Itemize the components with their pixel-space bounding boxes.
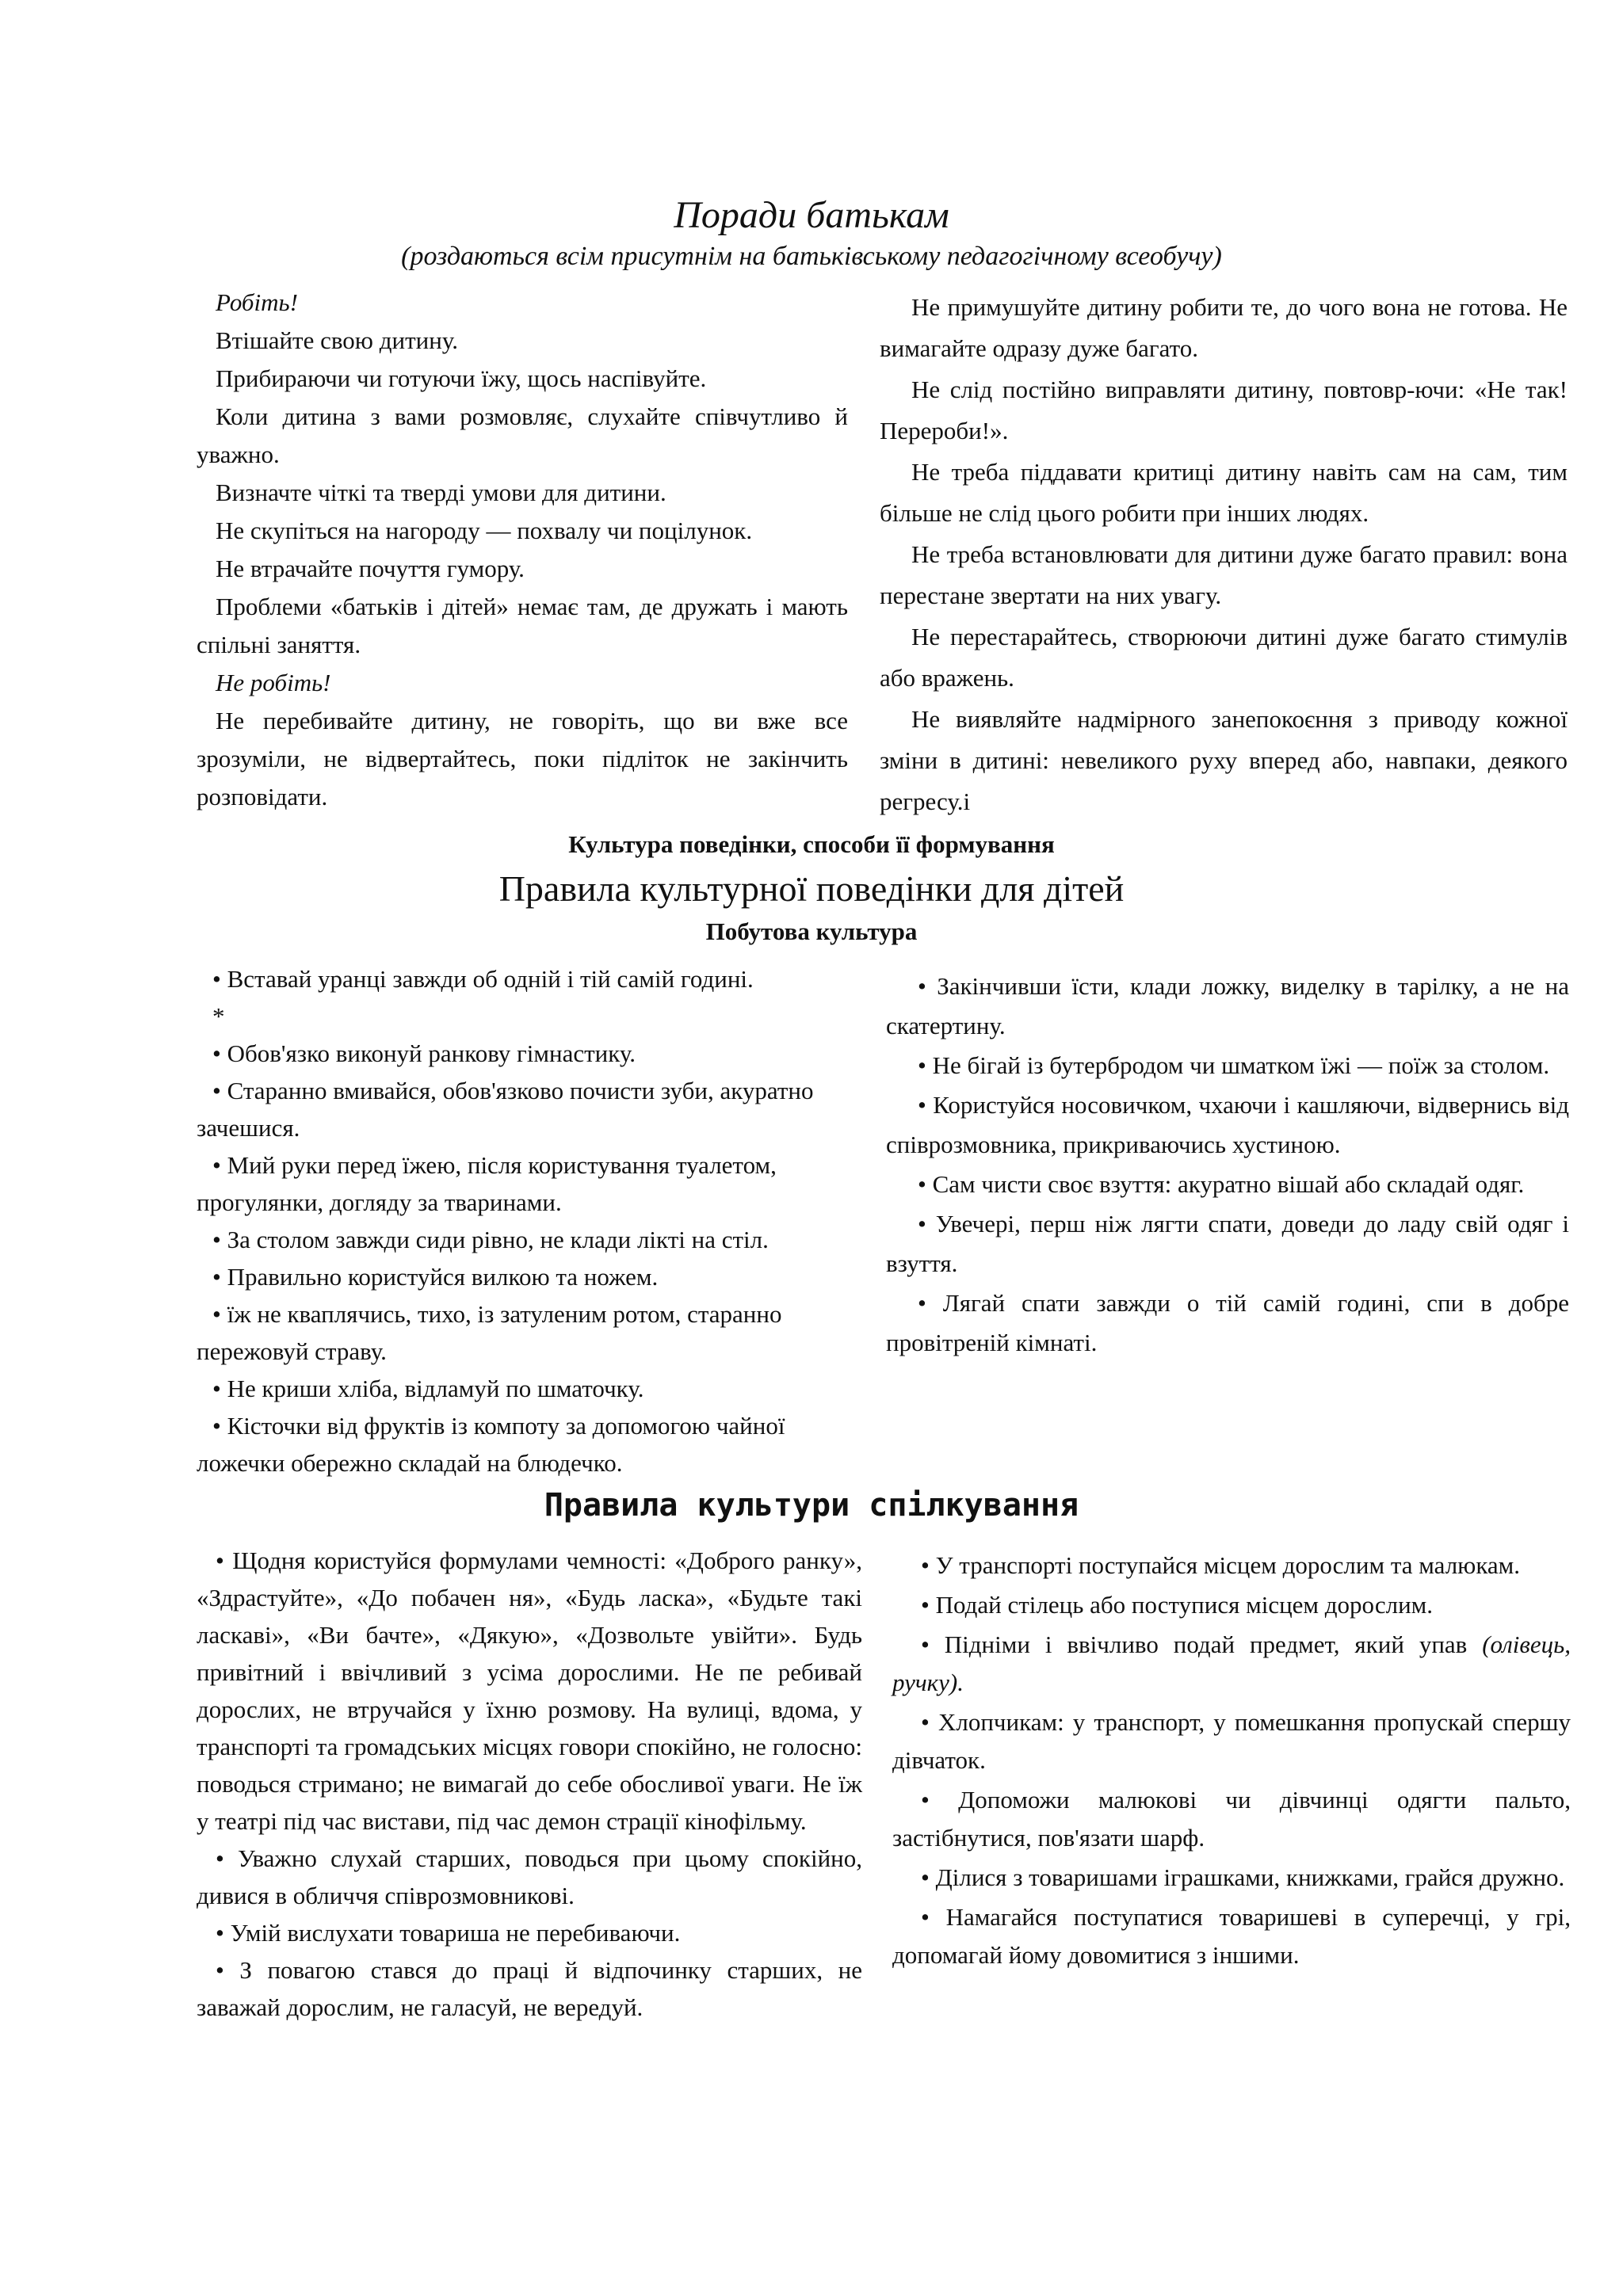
do-item: Втішайте свою дитину. bbox=[216, 326, 458, 354]
list-item: • Старанно вмивайся, обов'язково почисти зуби, акуратно зачешися. bbox=[197, 1077, 814, 1142]
page-title: Поради батькам bbox=[674, 194, 949, 236]
dont-heading: Не робіть! bbox=[216, 669, 331, 696]
do-item: Не скупіться на нагороду — похвалу чи поцілунок. bbox=[216, 517, 753, 544]
list-item: • Допоможи малюкові чи дівчинці одягти пальто, застібнутися, пов'язати шарф. bbox=[892, 1786, 1571, 1852]
dont-item: Не примушуйте дитину робити те, до чого вона не готова. Не вимагайте одразу дуже багато. bbox=[880, 293, 1568, 362]
list-item bbox=[892, 1626, 1571, 1702]
list-item: • Ділися з товаришами іграшками, книжками, грайся дружно. bbox=[921, 1863, 1565, 1891]
list-item: • Щодня користуйся формулами чемності: «Доброго ранку», «Здрастуйте», «До побачен ня», «Будь ласка», «Будьте такі ласкаві», «Ви бачте», «Дякую», «Дозвольте увійти». Будь привітний і ввічливий з усіма дорослими. Не пе ребивай дорослих, не втручайся у їхню розмову. На вулиці, вдома, у транспорті та громадських місцях говори спокійно, не голосно: поводься стримано; не вимагай до себе обосливої уваги. Не їж у театрі під час вистави, під час демон страції кінофільму. bbox=[197, 1547, 862, 1835]
list-item: • За столом завжди сиди рівно, не клади лікті на стіл. bbox=[212, 1226, 769, 1253]
dont-item: Не треба піддавати критиці дитину навіть сам на сам, тим більше не слід цього робити при інших людях. bbox=[880, 458, 1568, 527]
dont-item: Не виявляйте надмірного занепокоєння з приводу кожної зміни в дитині: невеликого руху вперед або, навпаки, деякого регресу.і bbox=[880, 705, 1568, 815]
list-item: • Кісточки від фруктів із компоту за допомогою чайної ложечки обережно складай на блюдечко. bbox=[197, 1412, 785, 1477]
culture-title: Правила культурної поведінки для дітей bbox=[498, 868, 1125, 909]
do-item: Не втрачайте почуття гумору. bbox=[216, 555, 525, 582]
list-item: • У транспорті поступайся місцем дорослим та малюкам. bbox=[921, 1551, 1521, 1579]
list-item: • Вставай уранці завжди об одній і тій самій годині. bbox=[212, 965, 754, 993]
do-item: Проблеми «батьків і дітей» немає там, де дружать і мають спільні заняття. bbox=[197, 593, 848, 658]
household-left-column bbox=[197, 960, 850, 1482]
list-item: • З повагою стався до праці й відпочинку старших, не заважай дорослим, не галасуй, не вередуй. bbox=[197, 1956, 862, 2021]
list-item: • Закінчивши їсти, клади ложку, виделку в тарілку, а не на скатертину. bbox=[886, 972, 1569, 1039]
list-item: • Лягай спати завжди о тій самій годині, спи в добре провітреній кімнаті. bbox=[886, 1289, 1569, 1356]
list-item: • Мий руки перед їжею, після користування туалетом, прогулянки, догляду за тваринами. bbox=[197, 1151, 777, 1216]
list-item: • Хлопчикам: у транспорт, у помешкання пропускай спершу дівчаток. bbox=[892, 1708, 1571, 1774]
culture-heading: Культура поведінки, способи її формування bbox=[568, 830, 1055, 858]
culture-subheading: Побутова культура bbox=[705, 917, 918, 945]
household-right-column bbox=[886, 967, 1569, 1363]
list-item: • Обов'язко виконуй ранкову гімнастику. bbox=[212, 1039, 636, 1067]
advice-right-column bbox=[880, 287, 1568, 822]
dont-item: Не перестарайтесь, створюючи дитині дуже багато стимулів або вражень. bbox=[880, 623, 1568, 692]
list-item: • Уважно слухай старших, поводься при цьому спокійно, дивися в обличчя співрозмовникові. bbox=[197, 1844, 862, 1909]
list-item: • Правильно користуйся вилкою та ножем. bbox=[212, 1263, 659, 1291]
list-item: • Не криши хліба, відламуй по шматочку. bbox=[212, 1375, 644, 1402]
list-item: • Користуйся носовичком, чхаючи і кашляючи, відвернись від співрозмовника, прикриваючись хустиною. bbox=[886, 1091, 1569, 1158]
list-item: • Подай стілець або поступися місцем дорослим. bbox=[921, 1591, 1434, 1619]
list-item-italic-note: (олівець, ручку). bbox=[892, 1630, 1571, 1696]
list-item-asterisk: * bbox=[212, 1002, 225, 1030]
dont-item: Не треба встановлювати для дитини дуже багато правил: вона перестане звертати на них увагу. bbox=[880, 540, 1568, 609]
list-item: • їж не кваплячись, тихо, із затуленим ротом, старанно пережовуй страву. bbox=[197, 1300, 782, 1365]
list-item: • Увечері, перш ніж лягти спати, доведи до ладу свій одяг і взуття. bbox=[886, 1210, 1569, 1277]
list-item: • Не бігай із бутербродом чи шматком їжі — поїж за столом. bbox=[918, 1051, 1550, 1079]
communication-title: Правила культури спілкування bbox=[544, 1487, 1079, 1524]
list-item: • Намагайся поступатися товаришеві в суперечці, у грі, допомагай йому довомитися з іншими. bbox=[892, 1903, 1571, 1969]
page-subtitle: (роздаються всім присутнім на батьківському педагогічному всеобучу) bbox=[401, 242, 1222, 271]
do-item: Визначте чіткі та тверді умови для дитини. bbox=[216, 479, 666, 506]
communication-right-column bbox=[892, 1547, 1571, 1976]
do-item: Прибираючи чи готуючи їжу, щось наспівуйте. bbox=[216, 364, 707, 392]
do-heading: Робіть! bbox=[216, 288, 298, 316]
communication-left-column bbox=[197, 1542, 862, 2026]
dont-item: Не перебивайте дитину, не говоріть, що ви вже все зрозуміли, не відвертайтесь, поки підліток не закінчить розповідати. bbox=[197, 707, 848, 810]
dont-item: Не слід постійно виправляти дитину, повтовр-ючи: «Не так! Перероби!». bbox=[880, 376, 1568, 444]
do-item: Коли дитина з вами розмовляє, слухайте співчутливо й уважно. bbox=[197, 402, 848, 468]
list-item-text: • Підніми і ввічливо подай предмет, який упав bbox=[921, 1630, 1468, 1658]
advice-left-column bbox=[197, 284, 848, 816]
list-item: • Умій вислухати товариша не перебиваючи. bbox=[216, 1919, 681, 1947]
list-item: • Сам чисти своє взуття: акуратно вішай або складай одяг. bbox=[918, 1170, 1525, 1198]
